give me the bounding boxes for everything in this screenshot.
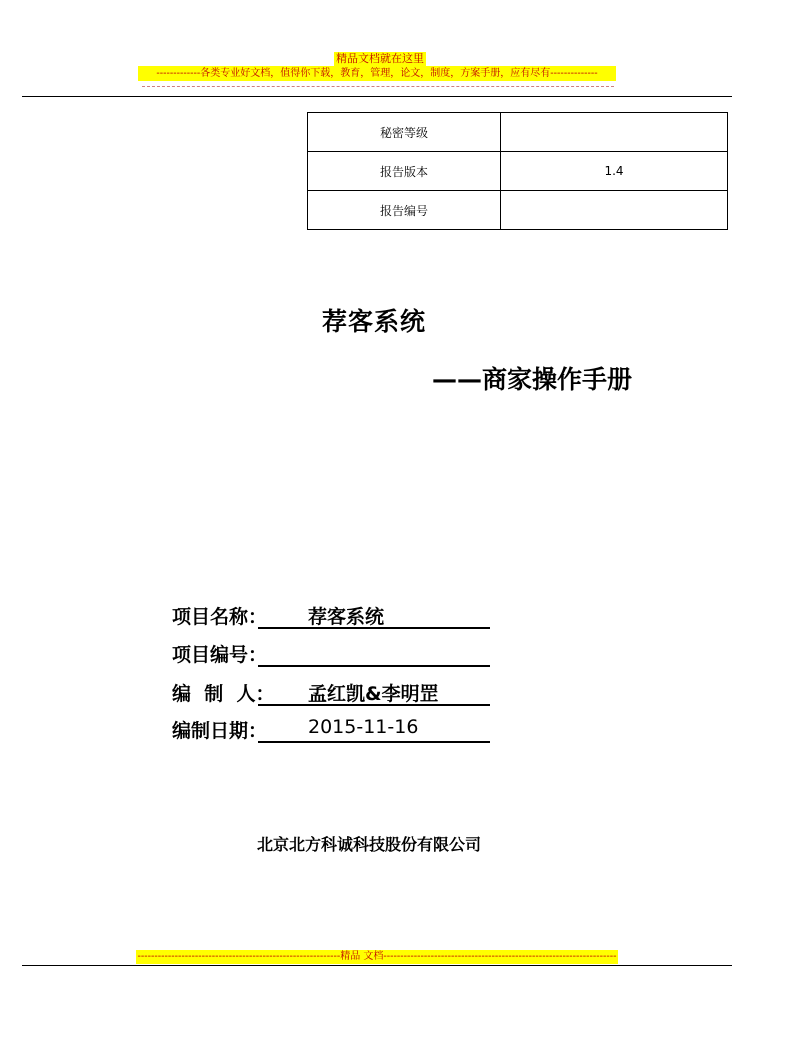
field-label: 编 制 人： xyxy=(172,683,275,705)
document-title: 荐客系统 xyxy=(322,307,427,336)
header-tagline: -------------各类专业好文档，值得你下载，教育，管理，论文，制度，方案手册，应有尽有-------------- xyxy=(138,66,616,81)
meta-table xyxy=(307,112,728,230)
meta-value xyxy=(501,191,728,230)
meta-key: 秘密等级 xyxy=(308,113,501,152)
table-row xyxy=(308,191,728,230)
footer-text: ------------------------------------------------------------精品 文档--------------------------------------------------------------------- xyxy=(137,951,617,962)
field-label: 编制日期： xyxy=(172,720,268,742)
header-title: 精品文档就在这里 xyxy=(336,52,424,65)
meta-key: 报告编号 xyxy=(308,191,501,230)
company-name: 北京北方科诚科技股份有限公司 xyxy=(257,835,482,854)
field-underline xyxy=(258,665,490,667)
meta-value: 1.4 xyxy=(501,152,728,191)
table-row xyxy=(308,113,728,152)
footer-rule xyxy=(22,965,732,966)
header-dashed-divider xyxy=(142,86,614,87)
field-value: 孟红凯&李明罡 xyxy=(308,683,439,705)
meta-value xyxy=(501,113,728,152)
field-label: 项目名称： xyxy=(172,606,268,628)
meta-key: 报告版本 xyxy=(308,152,501,191)
field-label: 项目编号： xyxy=(172,644,268,666)
field-value: 荐客系统 xyxy=(308,606,385,628)
document-subtitle: ——商家操作手册 xyxy=(432,365,633,394)
field-underline xyxy=(258,741,490,743)
field-value: 2015-11-16 xyxy=(308,716,419,738)
header-rule xyxy=(22,96,732,97)
table-row xyxy=(308,152,728,191)
